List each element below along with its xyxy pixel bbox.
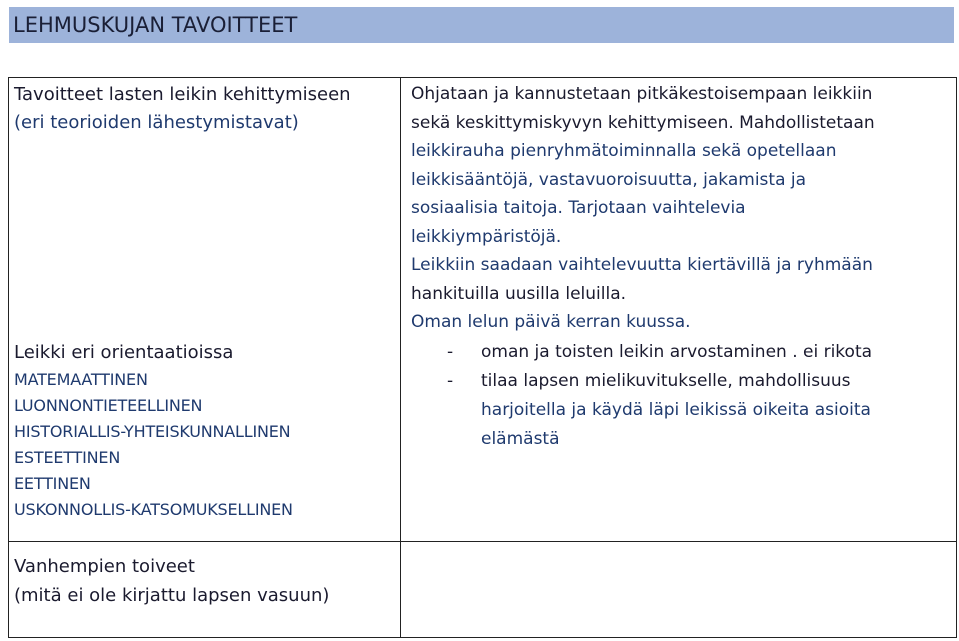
orientation-item: USKONNOLLIS-KATSOMUKSELLINEN bbox=[14, 500, 293, 519]
content-line: leikkirauha pienryhmätoiminnalla sekä opetellaan bbox=[411, 141, 837, 161]
table-column-divider bbox=[400, 77, 401, 638]
bullet-marker: - bbox=[447, 342, 454, 362]
goals-cell bbox=[14, 81, 398, 137]
bullet-line: harjoitella ja käydä läpi leikissä oikeita asioita bbox=[481, 400, 871, 420]
content-line: Ohjataan ja kannustetaan pitkäkestoisempaan leikkiin bbox=[411, 84, 873, 104]
bullet-line: elämästä bbox=[481, 429, 560, 449]
bullet-line: tilaa lapsen mielikuvitukselle, mahdollisuus bbox=[481, 371, 851, 391]
goals-subheading: (eri teorioiden lähestymistavat) bbox=[14, 112, 299, 133]
page-title: LEHMUSKUJAN TAVOITTEET bbox=[13, 13, 298, 37]
content-line: sekä keskittymiskyvyn kehittymiseen. Mahdollistetaan bbox=[411, 112, 875, 133]
parents-subheading: (mitä ei ole kirjattu lapsen vasuun) bbox=[14, 585, 330, 606]
parents-cell bbox=[14, 552, 398, 610]
bullet-list bbox=[411, 338, 953, 458]
table-border-middle bbox=[8, 541, 957, 542]
table-border-bottom bbox=[8, 637, 957, 638]
orientation-item: EETTINEN bbox=[14, 474, 91, 493]
content-line: leikkiympäristöjä. bbox=[411, 226, 562, 247]
goals-heading: Tavoitteet lasten leikin kehittymiseen bbox=[14, 84, 351, 105]
content-line: Leikkiin saadaan vaihtelevuutta kiertävillä ja ryhmään bbox=[411, 255, 873, 275]
bullet-marker: - bbox=[447, 371, 454, 391]
page-title-banner bbox=[9, 7, 954, 43]
content-line: hankituilla uusilla leluilla. bbox=[411, 283, 627, 304]
table-border-right bbox=[956, 77, 957, 638]
content-line: sosiaalisia taitoja. Tarjotaan vaihtelevia bbox=[411, 198, 746, 218]
content-cell bbox=[411, 80, 953, 337]
orientation-item: HISTORIALLIS-YHTEISKUNNALLINEN bbox=[14, 422, 291, 441]
orientation-item: ESTEETTINEN bbox=[14, 448, 121, 467]
table-border-left bbox=[8, 77, 9, 638]
content-line: Oman lelun päivä kerran kuussa. bbox=[411, 312, 691, 332]
orientation-item: MATEMAATTINEN bbox=[14, 370, 148, 389]
orientations-cell bbox=[14, 339, 398, 523]
parents-heading: Vanhempien toiveet bbox=[14, 556, 195, 577]
orientations-heading: Leikki eri orientaatioissa bbox=[14, 342, 234, 363]
content-line: leikkisääntöjä, vastavuoroisuutta, jakamista ja bbox=[411, 169, 807, 190]
orientation-item: LUONNONTIETEELLINEN bbox=[14, 396, 203, 415]
bullet-line: oman ja toisten leikin arvostaminen . ei rikota bbox=[481, 342, 873, 362]
table-border-top bbox=[8, 77, 957, 78]
